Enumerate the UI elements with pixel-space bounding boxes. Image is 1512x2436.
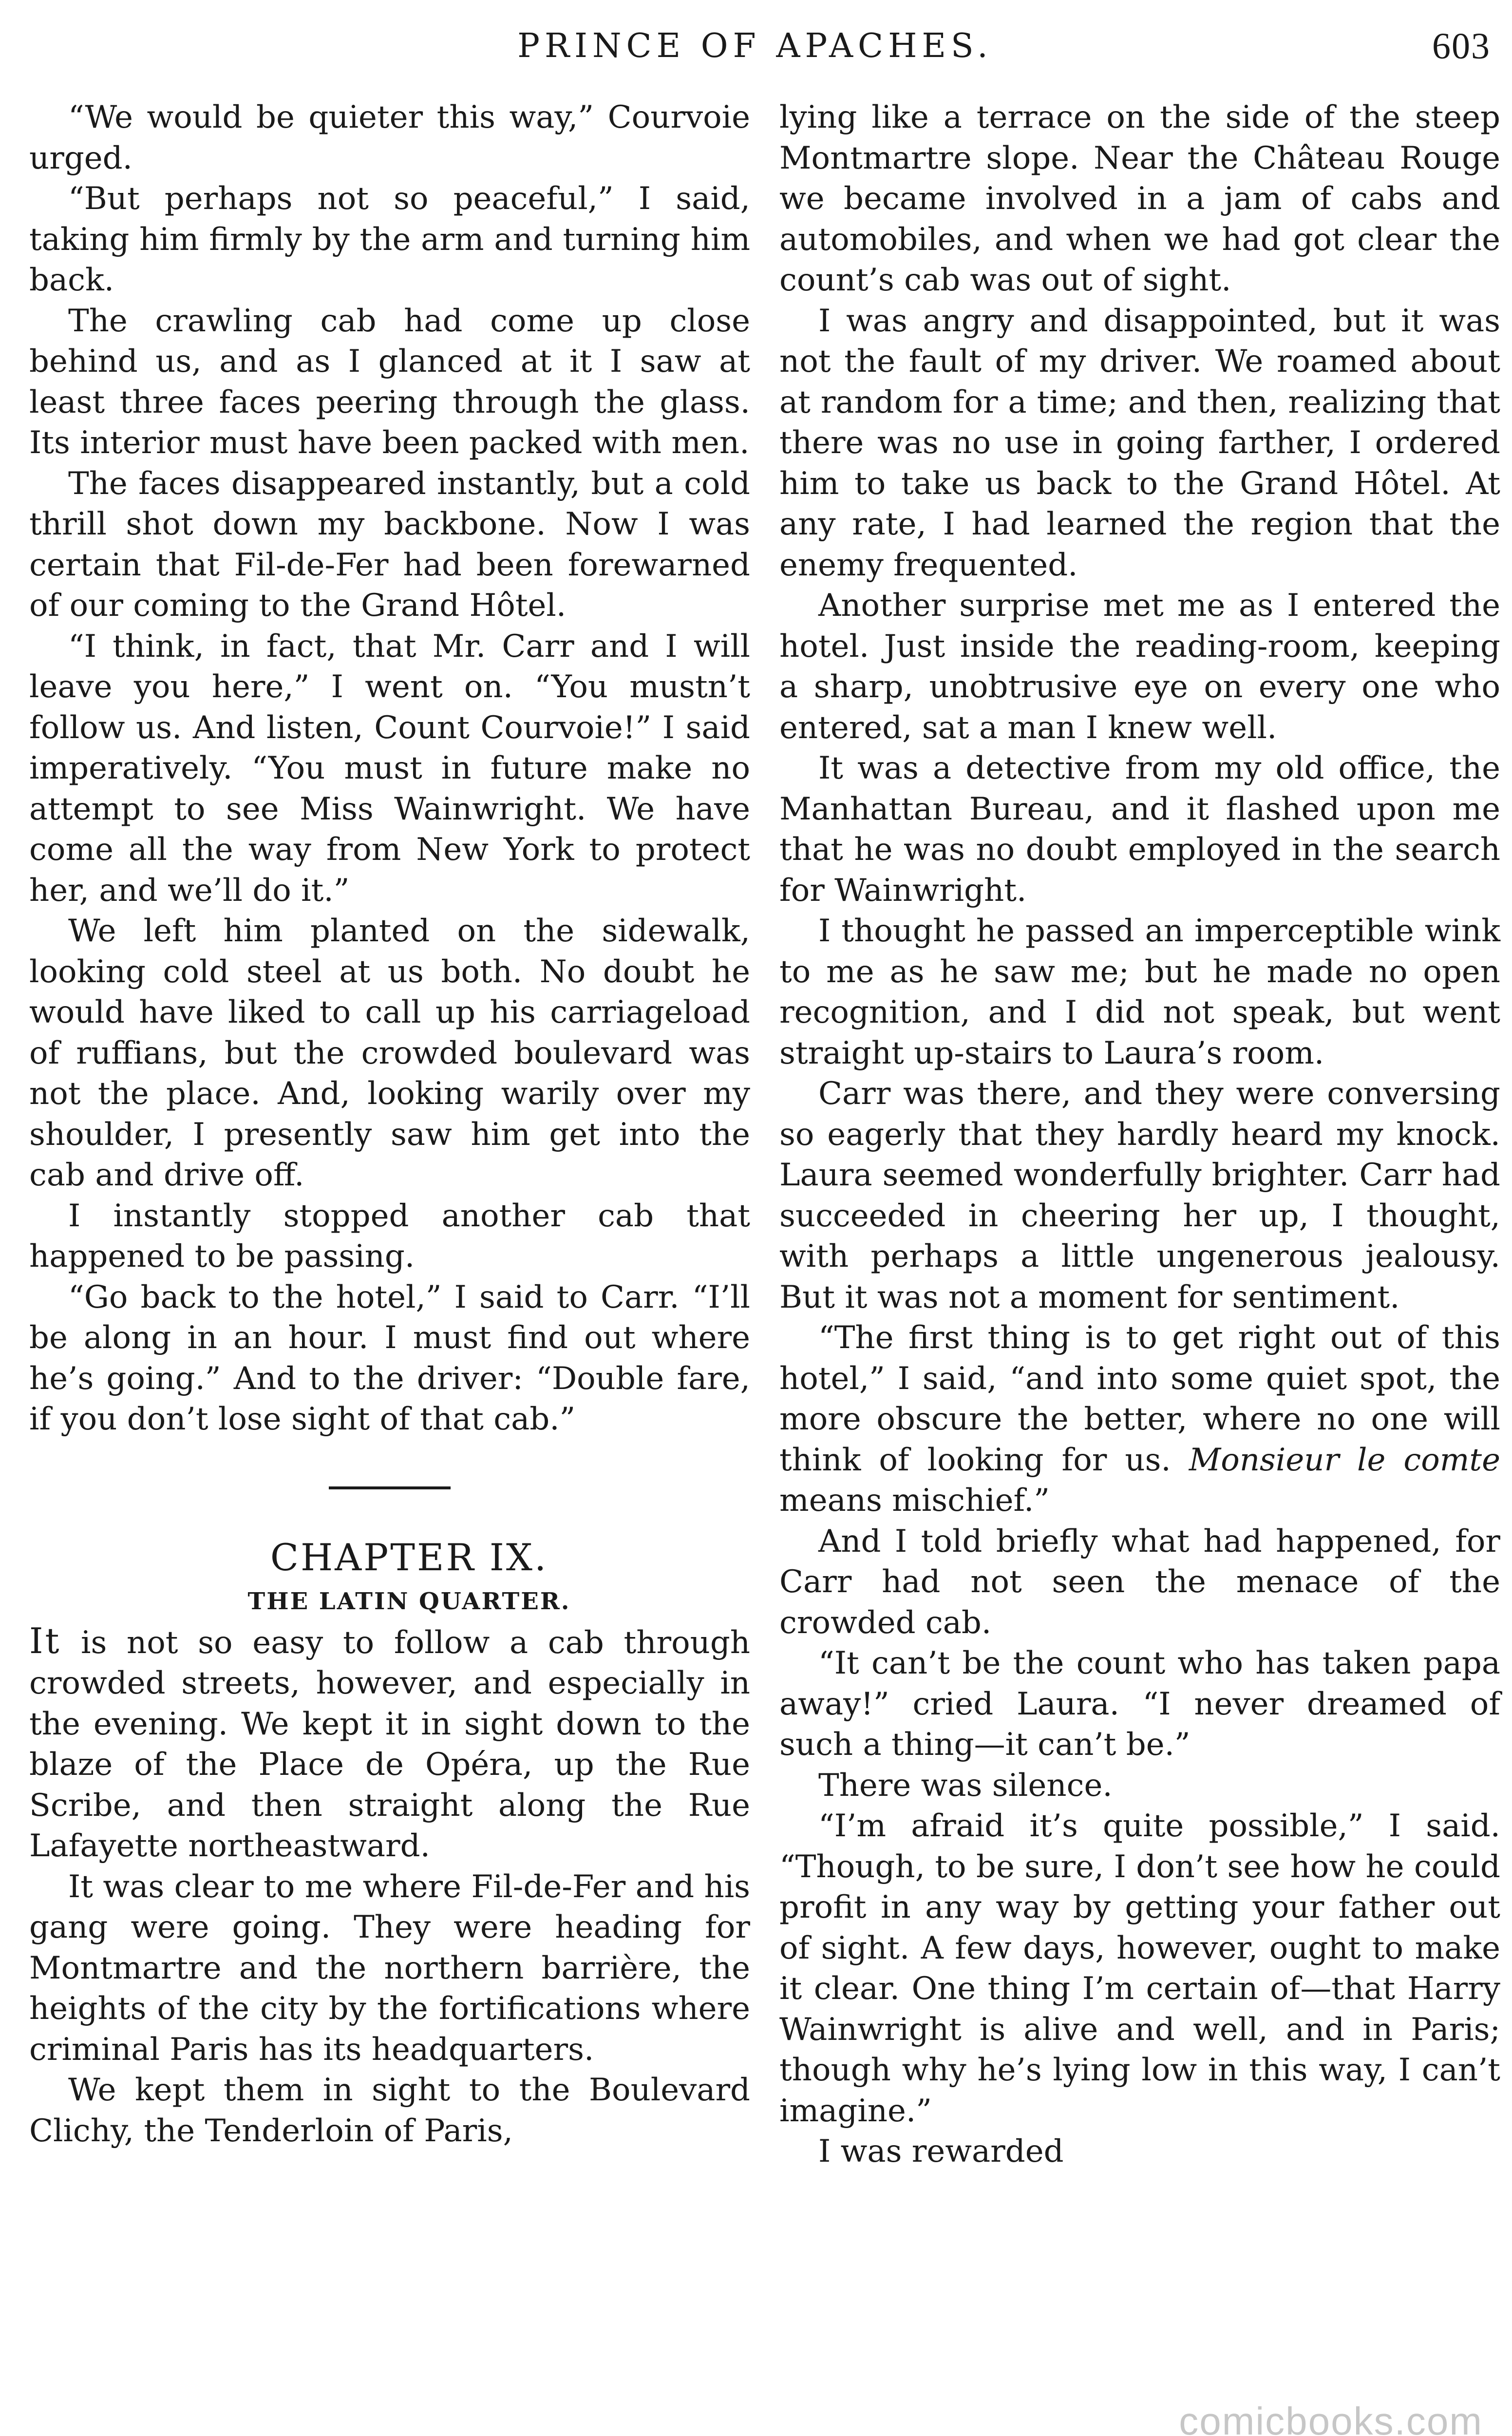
chapter-opening-paragraph — [29, 1621, 750, 1867]
paragraph: And I told briefly what had happened, for Carr had not seen the menace of the crowded cab. — [779, 1523, 1500, 1641]
continued-paragraph: lying like a terrace on the side of the steep Montmartre slope. Near the Château Rouge we became involved in a jam of cabs and automobiles, and when we had got clear the count’s cab was out of sight. — [779, 99, 1500, 298]
paragraph: The crawling cab had come up close behind us, and as I glanced at it I saw at least three faces peering through the glass. Its interior must have been packed with men. — [29, 303, 750, 461]
paragraph: Carr was there, and they were conversing so eagerly that they hardly heard my knock. Laura seemed wonderfully brighter. Carr had succeeded in cheering her up, I thought, with perhaps a little ungenerous jealousy. But it was not a moment for sentiment. — [779, 1076, 1500, 1315]
right-column — [779, 97, 1500, 2172]
paragraph: It was a detective from my old office, the Manhattan Bureau, and it flashed upon me that he was no doubt employed in the search for Wainwright. — [779, 750, 1500, 909]
paragraph: “I think, in fact, that Mr. Carr and I will leave you here,” I went on. “You mustn’t follow us. And listen, Count Courvoie!” I said imperatively. “You must in future make no attempt to see Miss Wainwright. We have come all the way from New York to protect her, and we’ll do it.” — [29, 628, 750, 909]
paragraph: “Go back to the hotel,” I said to Carr. “I’ll be along in an hour. I must find out where he’s going.” And to the driver: “Double fare, if you don’t lose sight of that cab.” — [29, 1279, 750, 1437]
left-column — [29, 97, 750, 2151]
paragraph: “We would be quieter this way,” Courvoie urged. — [29, 99, 750, 176]
paragraph — [779, 1318, 1500, 1522]
paragraph-text: means mischief.” — [779, 1483, 1050, 1519]
paragraph: Another surprise met me as I entered the hotel. Just inside the reading-room, keeping a sharp, unobtrusive eye on every one who entered, sat a man I knew well. — [779, 588, 1500, 746]
paragraph: We left him planted on the sidewalk, looking cold steel at us both. No doubt he would have liked to call up his carriageload of ruffians, but the crowded boulevard was not the place. And, looking warily over my shoulder, I presently saw him get into the cab and drive off. — [29, 913, 750, 1193]
italic-phrase: Monsieur le comte — [1189, 1442, 1501, 1478]
paragraph: I instantly stopped another cab that happened to be passing. — [29, 1198, 750, 1275]
section-divider — [329, 1486, 451, 1489]
paragraph: “It can’t be the count who has taken papa away!” cried Laura. “I never dreamed of such a thing—it can’t be.” — [779, 1645, 1500, 1763]
running-header — [19, 19, 1491, 73]
chapter-title: CHAPTER IX. — [270, 1535, 548, 1579]
paragraph: I was rewarded — [818, 2133, 1064, 2170]
paragraph: I thought he passed an imperceptible wink to me as he saw me; but he made no open recognition, and I did not speak, but went straight up-stairs to Laura’s room. — [779, 913, 1500, 1071]
paragraph: “I’m afraid it’s quite possible,” I said. “Though, to be sure, I don’t see how he could profit in any way by getting your father out of sight. A few days, however, ought to make it clear. One thing I’m certain of—that Harry Wainwright is alive and well, and in Paris; though why he’s lying low in this way, I can’t imagine.” — [779, 1808, 1500, 2129]
paragraph: I was angry and disappointed, but it was not the fault of my driver. We roamed about at random for a time; and then, realizing that there was no use in going farther, I ordered him to take us back to the Grand Hôtel. At any rate, I had learned the region that the enemy frequented. — [779, 303, 1500, 583]
chapter-subtitle: THE LATIN QUARTER. — [247, 1587, 571, 1615]
watermark: comicbooks.com — [1179, 2399, 1483, 2436]
opening-word: It — [29, 1620, 61, 1661]
paragraph: “But perhaps not so peaceful,” I said, taking him firmly by the arm and turning him back. — [29, 181, 750, 298]
paragraph: It was clear to me where Fil-de-Fer and his gang were going. They were heading for Montmartre and the northern barrière, the heights of the city by the fortifications where criminal Paris has its headquarters. — [29, 1868, 750, 2068]
page-number: 603 — [1432, 26, 1491, 67]
opening-text: is not so easy to follow a cab through crowded streets, however, and especially in the evening. We kept it in sight down to the blaze of the Place de Opéra, up the Rue Scribe, and then straight along the Rue Lafayette northeastward. — [29, 1624, 750, 1864]
paragraph: We kept them in sight to the Boulevard Clichy, the Tenderloin of Paris, — [29, 2072, 750, 2149]
paragraph: There was silence. — [818, 1767, 1113, 1804]
running-title: PRINCE OF APACHES. — [517, 27, 993, 65]
paragraph-text: “The first thing is to get right out of this hotel,” I said, “and into some quiet spot, the more obscure the better, where no one will think of looking for us. — [779, 1320, 1500, 1478]
paragraph: The faces disappeared instantly, but a cold thrill shot down my backbone. Now I was certain that Fil-de-Fer had been forewarned of our coming to the Grand Hôtel. — [29, 465, 750, 624]
